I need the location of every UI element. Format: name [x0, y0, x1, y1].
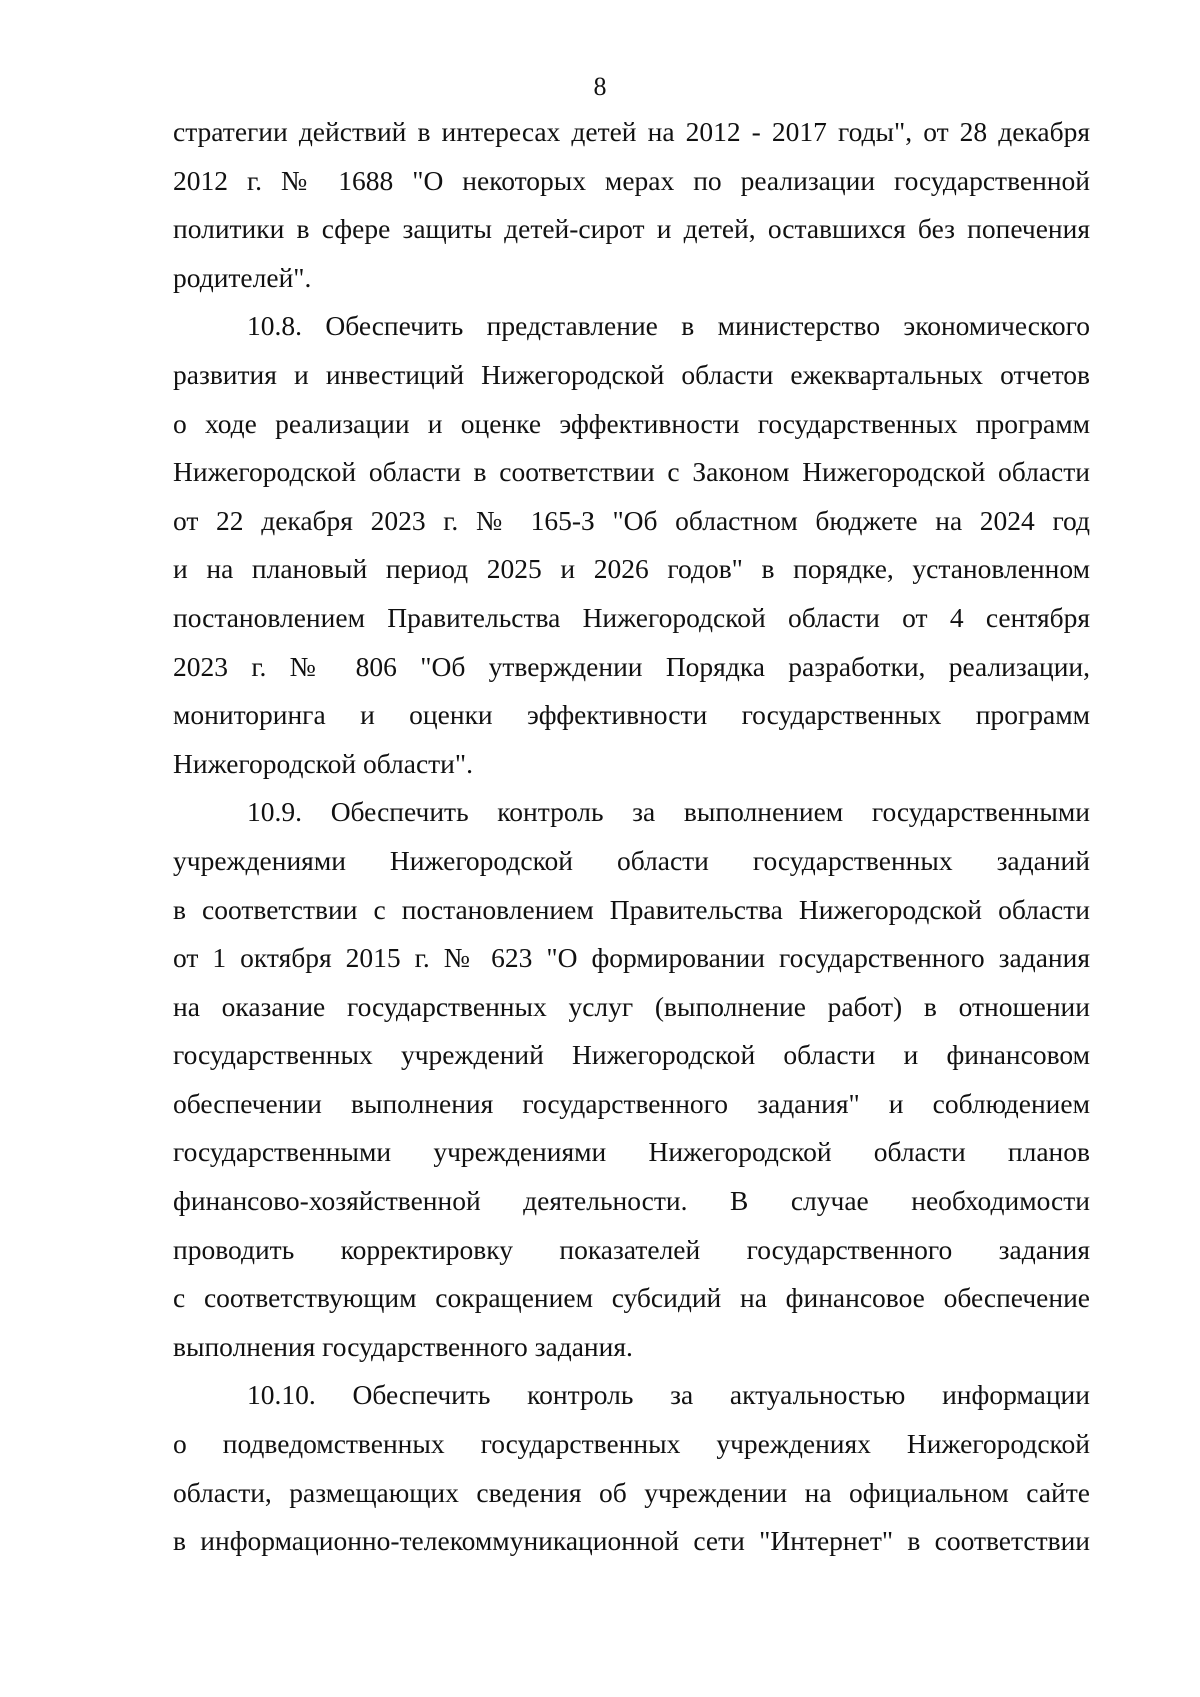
text-line: и на плановый период 2025 и 2026 годов" в порядке, установленном — [173, 553, 1090, 585]
text-line: развития и инвестиций Нижегородской области ежеквартальных отчетов — [173, 358, 1090, 390]
text-line: государственными учреждениями Нижегородской области планов — [173, 1136, 1090, 1168]
text-line: обеспечении выполнения государственного задания" и соблюдением — [173, 1087, 1090, 1119]
paragraph-10-8 — [173, 302, 1090, 788]
document-body — [173, 108, 1090, 1566]
text-line: с соответствующим сокращением субсидий на финансовое обеспечение — [173, 1282, 1090, 1314]
text-line: государственных учреждений Нижегородской области и финансовом — [173, 1039, 1090, 1071]
text-line: выполнения государственного задания. — [173, 1330, 633, 1362]
text-line: в информационно-телекоммуникационной сети "Интернет" в соответствии — [173, 1525, 1090, 1557]
text-line: 10.9. Обеспечить контроль за выполнением государственными — [247, 796, 1090, 828]
text-line: 10.8. Обеспечить представление в министерство экономического — [247, 310, 1090, 342]
text-line: Нижегородской области в соответствии с Законом Нижегородской области — [173, 456, 1090, 488]
text-line: проводить корректировку показателей государственного задания — [173, 1233, 1090, 1265]
page-number: 8 — [593, 72, 607, 101]
text-line: постановлением Правительства Нижегородской области от 4 сентября — [173, 601, 1090, 633]
text-line: о ходе реализации и оценке эффективности государственных программ — [173, 407, 1090, 439]
text-line: в соответствии с постановлением Правительства Нижегородской области — [173, 893, 1090, 925]
paragraph-continuation — [173, 108, 1090, 302]
text-line: 10.10. Обеспечить контроль за актуальностью информации — [247, 1379, 1090, 1411]
text-line: от 22 декабря 2023 г. № 165-З "Об областном бюджете на 2024 год — [173, 504, 1090, 536]
text-line: области, размещающих сведения об учреждении на официальном сайте — [173, 1476, 1090, 1508]
text-line: финансово-хозяйственной деятельности. В случае необходимости — [173, 1185, 1090, 1217]
text-line: 2023 г. № 806 "Об утверждении Порядка разработки, реализации, — [173, 650, 1090, 682]
text-line: 2012 г. № 1688 "О некоторых мерах по реализации государственной — [173, 164, 1090, 196]
text-line: от 1 октября 2015 г. № 623 "О формировании государственного задания — [173, 942, 1090, 974]
text-line: мониторинга и оценки эффективности государственных программ — [173, 699, 1090, 731]
text-line: Нижегородской области". — [173, 747, 474, 779]
text-line: учреждениями Нижегородской области государственных заданий — [173, 844, 1090, 876]
paragraph-10-9 — [173, 788, 1090, 1371]
text-line: родителей". — [173, 261, 312, 293]
text-line: политики в сфере защиты детей-сирот и детей, оставшихся без попечения — [173, 213, 1090, 245]
paragraph-10-10 — [173, 1371, 1090, 1565]
text-line: стратегии действий в интересах детей на 2012 - 2017 годы", от 28 декабря — [173, 116, 1090, 147]
text-line: о подведомственных государственных учреждениях Нижегородской — [173, 1428, 1090, 1460]
text-line: на оказание государственных услуг (выполнение работ) в отношении — [173, 990, 1090, 1022]
